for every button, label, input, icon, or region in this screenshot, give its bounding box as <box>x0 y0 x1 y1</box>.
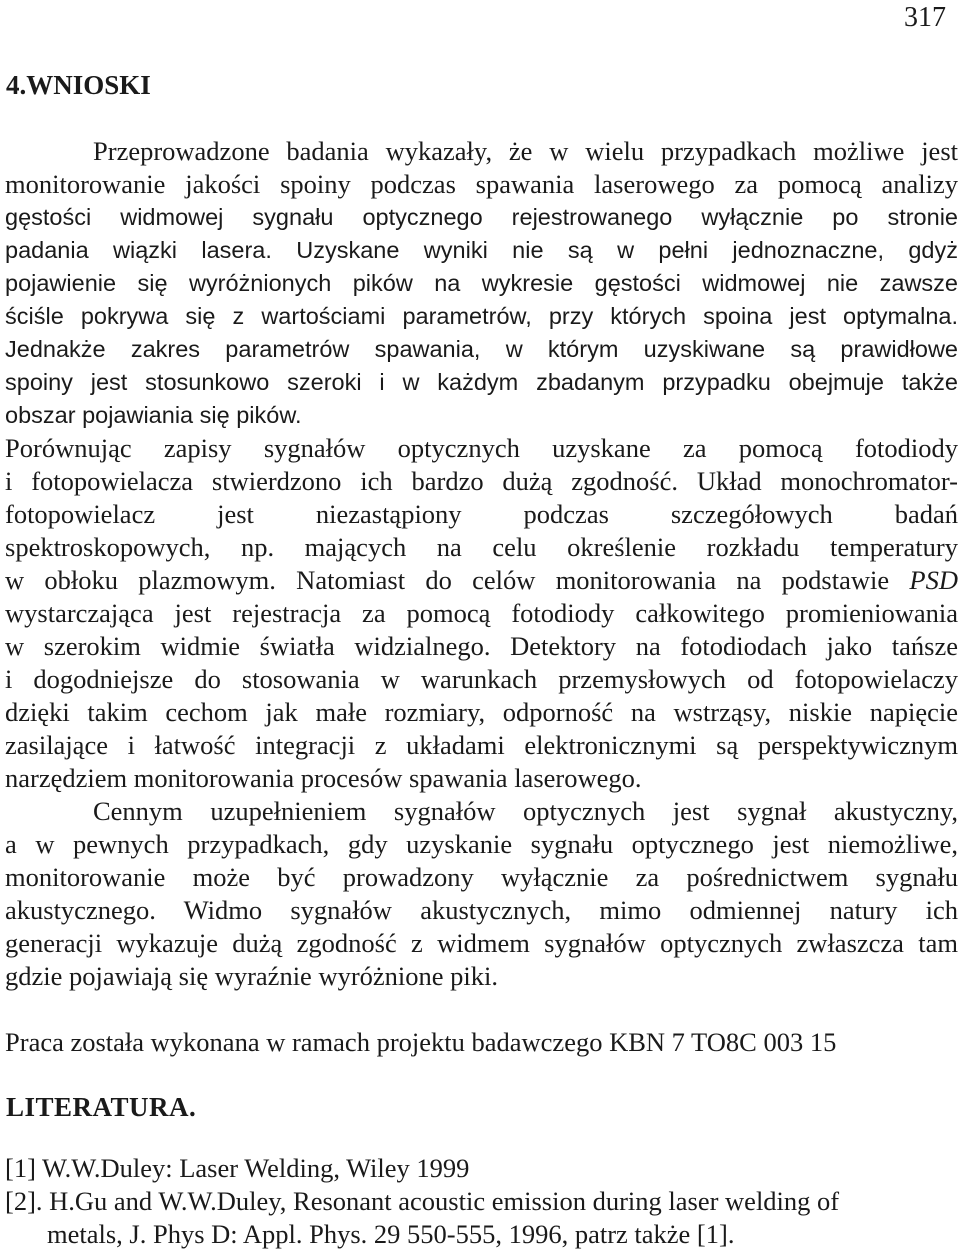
body-line: a w pewnych przypadkach, gdy uzyskanie sygnału optycznego jest niemożliwe, <box>5 829 958 859</box>
body-line: w szerokim widmie światła widzialnego. Detektory na fotodiodach jako tańsze <box>5 631 958 661</box>
body-line: dzięki takim cechom jak małe rozmiary, odporność na wstrząsy, niskie napięcie <box>5 697 958 727</box>
body-line: padania wiązki lasera. Uzyskane wyniki nie są w pełni jednoznaczne, gdyż <box>5 237 958 263</box>
body-line: monitorowanie może być prowadzony wyłącznie za pośrednictwem sygnału <box>5 862 958 892</box>
body-line: obszar pojawiania się pików. <box>5 402 302 428</box>
body-line: pojawienie się wyróżnionych pików na wykresie gęstości widmowej nie zawsze <box>5 270 958 296</box>
reference-item-continuation: metals, J. Phys D: Appl. Phys. 29 550-555, 1996, patrz także [1]. <box>47 1219 735 1249</box>
body-line: gęstości widmowej sygnału optycznego rejestrowanego wyłącznie po stronie <box>5 204 958 230</box>
body-line: akustycznego. Widmo sygnałów akustycznych, mimo odmiennej natury ich <box>5 895 958 925</box>
body-line: Przeprowadzone badania wykazały, że w wielu przypadkach możliwe jest <box>93 136 958 166</box>
body-line: zasilające i łatwość integracji z układami elektronicznymi są perspektywicznym <box>5 730 958 760</box>
body-line: gdzie pojawiają się wyraźnie wyróżnione piki. <box>5 961 499 991</box>
acknowledgement: Praca została wykonana w ramach projektu badawczego KBN 7 TO8C 003 15 <box>5 1027 837 1057</box>
page-number: 317 <box>904 2 946 33</box>
body-line: Jednakże zakres parametrów spawania, w którym uzyskiwane są prawidłowe <box>5 336 958 362</box>
section-heading-literature: LITERATURA. <box>6 1092 197 1122</box>
body-line: spoiny jest stosunkowo szeroki i w każdym zbadanym przypadku obejmuje także <box>5 369 958 395</box>
psd-term: PSD <box>909 565 958 595</box>
body-line: i fotopowielacza stwierdzono ich bardzo dużą zgodność. Układ monochromator- <box>5 466 958 496</box>
body-line: i dogodniejsze do stosowania w warunkach przemysłowych od fotopowielaczy <box>5 664 958 694</box>
body-line: Porównując zapisy sygnałów optycznych uzyskane za pomocą fotodiody <box>5 433 958 463</box>
body-line <box>5 564 958 597</box>
reference-item: [1] W.W.Duley: Laser Welding, Wiley 1999 <box>5 1153 470 1183</box>
body-line: generacji wykazuje dużą zgodność z widmem sygnałów optycznych zwłaszcza tam <box>5 928 958 958</box>
body-text <box>5 135 958 993</box>
body-line: spektroskopowych, np. mających na celu określenie rozkładu temperatury <box>5 532 958 562</box>
body-line: Cennym uzupełnieniem sygnałów optycznych jest sygnał akustyczny, <box>93 796 958 826</box>
body-line: narzędziem monitorowania procesów spawania laserowego. <box>5 763 642 793</box>
section-heading-conclusions: 4.WNIOSKI <box>6 70 151 100</box>
reference-list <box>5 1152 958 1251</box>
body-line: fotopowielacz jest niezastąpiony podczas szczegółowych badań <box>5 499 958 529</box>
body-line: wystarczająca jest rejestracja za pomocą fotodiody całkowitego promieniowania <box>5 598 958 628</box>
reference-item: [2]. H.Gu and W.W.Duley, Resonant acoustic emission during laser welding of <box>5 1186 840 1216</box>
body-line: ściśle pokrywa się z wartościami parametrów, przy których spoina jest optymalna. <box>5 303 958 329</box>
body-line-text: w obłoku plazmowym. Natomiast do celów monitorowania na podstawie <box>5 565 890 595</box>
body-line: monitorowanie jakości spoiny podczas spawania laserowego za pomocą analizy <box>5 169 958 199</box>
